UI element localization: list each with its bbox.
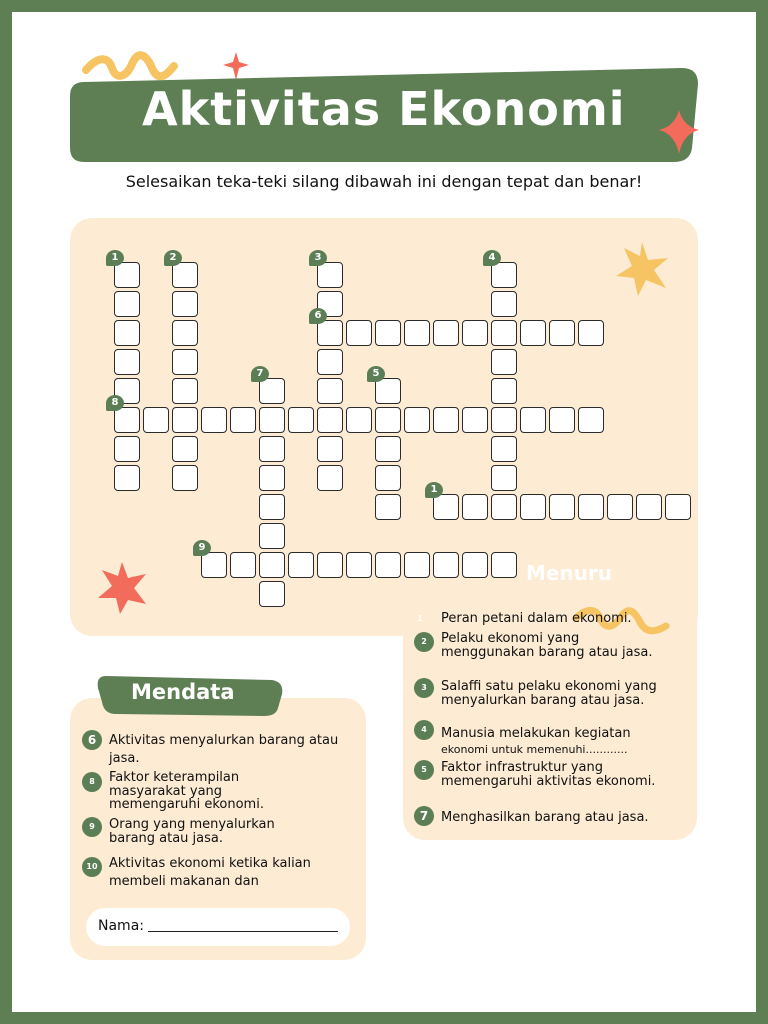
crossword-cell[interactable] <box>259 407 285 433</box>
crossword-cell[interactable] <box>230 552 256 578</box>
page-title: Aktivitas Ekonomi <box>142 82 626 136</box>
mendata-clue-10: Aktivitas ekonomi ketika kalian membeli makanan dan <box>109 856 311 889</box>
crossword-cell[interactable] <box>317 378 343 404</box>
crossword-cell[interactable] <box>375 407 401 433</box>
crossword-cell[interactable] <box>114 291 140 317</box>
crossword-cell[interactable] <box>462 407 488 433</box>
crossword-cell[interactable] <box>491 407 517 433</box>
crossword-cell[interactable] <box>259 465 285 491</box>
crossword-cell[interactable] <box>491 378 517 404</box>
clue-number-badge: 8 <box>82 772 102 792</box>
crossword-cell[interactable] <box>317 436 343 462</box>
crossword-cell[interactable] <box>259 436 285 462</box>
crossword-cell[interactable] <box>607 494 633 520</box>
crossword-cell[interactable] <box>549 320 575 346</box>
crossword-cell[interactable] <box>491 349 517 375</box>
crossword-cell[interactable] <box>172 407 198 433</box>
menuru-heading: Menuru <box>526 561 613 585</box>
mendata-clue-9: Orang yang menyalurkan barang atau jasa. <box>109 817 275 846</box>
crossword-cell[interactable] <box>578 494 604 520</box>
mendata-heading: Mendata <box>131 680 235 704</box>
crossword-cell[interactable] <box>259 523 285 549</box>
grid-number-badge: 1 <box>425 482 443 498</box>
crossword-cell[interactable] <box>317 320 343 346</box>
clue-number-badge: 10 <box>82 857 102 877</box>
crossword-cell[interactable] <box>201 552 227 578</box>
crossword-cell[interactable] <box>172 465 198 491</box>
menuru-clue-1: Peran petani dalam ekonomi. <box>441 611 632 626</box>
clue-number-badge: 9 <box>82 817 102 837</box>
crossword-cell[interactable] <box>143 407 169 433</box>
crossword-cell[interactable] <box>172 378 198 404</box>
clue-number-badge: 2 <box>414 632 434 652</box>
crossword-cell[interactable] <box>549 494 575 520</box>
grid-number-badge: 9 <box>193 540 211 556</box>
crossword-cell[interactable] <box>317 349 343 375</box>
crossword-cell[interactable] <box>346 552 372 578</box>
crossword-cell[interactable] <box>665 494 691 520</box>
crossword-cell[interactable] <box>549 407 575 433</box>
crossword-cell[interactable] <box>172 320 198 346</box>
crossword-cell[interactable] <box>375 552 401 578</box>
crossword-cell[interactable] <box>375 320 401 346</box>
star-icon <box>612 240 672 298</box>
crossword-cell[interactable] <box>375 494 401 520</box>
grid-number-badge: 8 <box>106 395 124 411</box>
crossword-cell[interactable] <box>491 291 517 317</box>
mendata-clue-8: Faktor keterampilan masyarakat yang memengaruhi ekonomi. <box>109 770 264 812</box>
grid-number-badge: 2 <box>164 250 182 266</box>
crossword-cell[interactable] <box>520 320 546 346</box>
crossword-cell[interactable] <box>578 320 604 346</box>
crossword-cell[interactable] <box>375 378 401 404</box>
crossword-cell[interactable] <box>404 552 430 578</box>
crossword-cell[interactable] <box>433 407 459 433</box>
crossword-cell[interactable] <box>462 494 488 520</box>
crossword-cell[interactable] <box>317 552 343 578</box>
menuru-clue-4-line2: ekonomi untuk memenuhi............ <box>441 742 628 756</box>
crossword-cell[interactable] <box>259 581 285 607</box>
menuru-clue-7: Menghasilkan barang atau jasa. <box>441 810 649 825</box>
crossword-cell[interactable] <box>520 407 546 433</box>
crossword-cell[interactable] <box>346 407 372 433</box>
menuru-clue-4 <box>441 727 681 756</box>
crossword-cell[interactable] <box>636 494 662 520</box>
crossword-cell[interactable] <box>288 552 314 578</box>
grid-number-badge: 7 <box>251 366 269 382</box>
crossword-cell[interactable] <box>114 465 140 491</box>
clue-number-badge: 5 <box>414 760 434 780</box>
crossword-cell[interactable] <box>433 494 459 520</box>
grid-number-badge: 5 <box>367 366 385 382</box>
grid-number-badge: 3 <box>309 250 327 266</box>
menuru-clue-5: Faktor infrastruktur yang memengaruhi aktivitas ekonomi. <box>441 760 656 789</box>
grid-number-badge: 4 <box>483 250 501 266</box>
crossword-cell[interactable] <box>259 494 285 520</box>
menuru-clue-2: Pelaku ekonomi yang menggunakan barang atau jasa. <box>441 631 653 660</box>
crossword-cell[interactable] <box>114 407 140 433</box>
crossword-cell[interactable] <box>491 262 517 288</box>
crossword-cell[interactable] <box>114 320 140 346</box>
clue-number-badge: 4 <box>414 720 434 740</box>
name-input-line[interactable] <box>148 931 338 932</box>
crossword-cell[interactable] <box>201 407 227 433</box>
grid-number-badge: 6 <box>309 308 327 324</box>
clue-number-badge: 3 <box>414 678 434 698</box>
crossword-cell[interactable] <box>491 465 517 491</box>
clue-number-badge: 1 <box>417 614 423 623</box>
menuru-clue-3: Salaffi satu pelaku ekonomi yang menyalurkan barang atau jasa. <box>441 679 657 708</box>
clue-number-badge: 6 <box>82 730 102 750</box>
menuru-clue-4-line1: Manusia melakukan kegiatan <box>441 726 631 741</box>
crossword-cell[interactable] <box>317 407 343 433</box>
instructions: Selesaikan teka-teki silang dibawah ini dengan tepat dan benar! <box>125 172 643 191</box>
crossword-cell[interactable] <box>114 436 140 462</box>
crossword-cell[interactable] <box>375 436 401 462</box>
crossword-cell[interactable] <box>172 436 198 462</box>
crossword-cell[interactable] <box>172 262 198 288</box>
sparkle-icon <box>657 108 701 156</box>
crossword-cell[interactable] <box>346 320 372 346</box>
crossword-cell[interactable] <box>259 552 285 578</box>
crossword-cell[interactable] <box>491 320 517 346</box>
crossword-cell[interactable] <box>433 552 459 578</box>
crossword-cell[interactable] <box>491 436 517 462</box>
crossword-cell[interactable] <box>114 349 140 375</box>
crossword-cell[interactable] <box>114 262 140 288</box>
star-icon <box>94 560 150 616</box>
name-label: Nama: <box>98 918 144 934</box>
grid-number-badge: 1 <box>106 250 124 266</box>
crossword-cell[interactable] <box>375 465 401 491</box>
crossword-cell[interactable] <box>433 320 459 346</box>
crossword-cell[interactable] <box>317 262 343 288</box>
crossword-cell[interactable] <box>491 552 517 578</box>
mendata-clue-6: Aktivitas menyalurkan barang atau jasa. <box>109 733 339 766</box>
crossword-cell[interactable] <box>259 378 285 404</box>
crossword-cell[interactable] <box>288 407 314 433</box>
crossword-cell[interactable] <box>404 407 430 433</box>
crossword-cell[interactable] <box>317 465 343 491</box>
crossword-cell[interactable] <box>491 494 517 520</box>
crossword-cell[interactable] <box>520 494 546 520</box>
crossword-cell[interactable] <box>404 320 430 346</box>
clue-number-badge: 7 <box>414 806 434 826</box>
crossword-cell[interactable] <box>230 407 256 433</box>
crossword-cell[interactable] <box>578 407 604 433</box>
crossword-cell[interactable] <box>172 291 198 317</box>
crossword-cell[interactable] <box>172 349 198 375</box>
crossword-cell[interactable] <box>462 320 488 346</box>
crossword-cell[interactable] <box>462 552 488 578</box>
